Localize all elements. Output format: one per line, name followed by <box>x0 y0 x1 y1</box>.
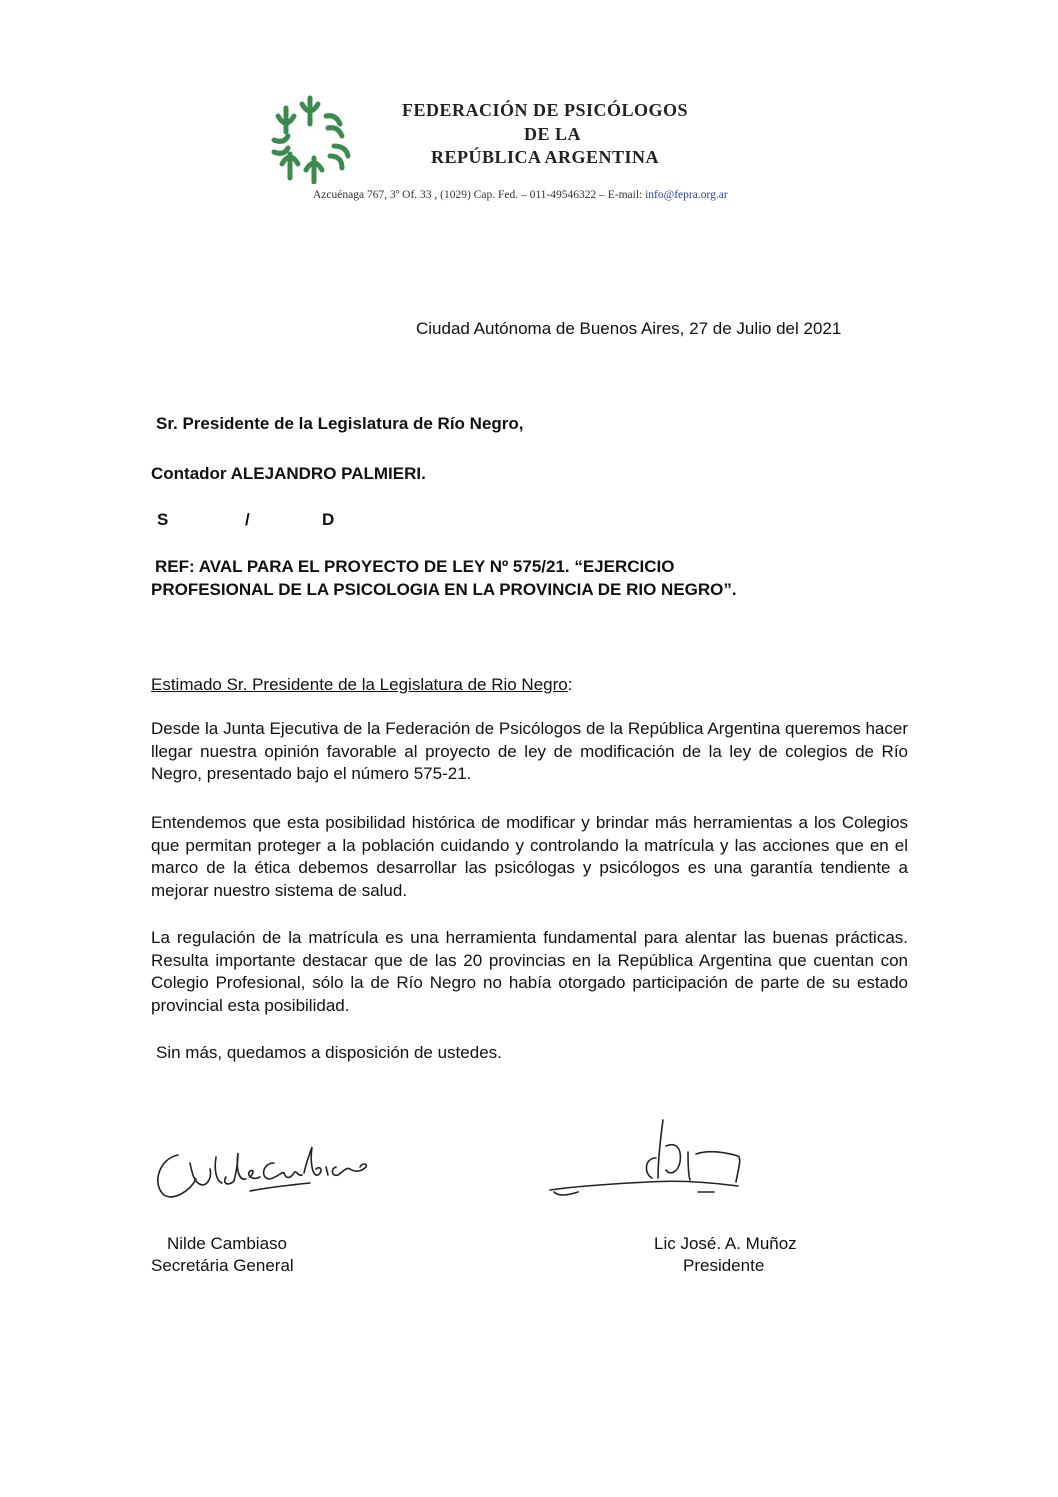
letterhead-address <box>313 189 728 201</box>
signature-munoz-icon <box>548 1112 778 1207</box>
body-paragraph-2: Entendemos que esta posibilidad histórica de modificar y brindar más herramientas a los Colegios que permitan proteger a la población cuidando y controlando la matrícula y las acciones que en el marco de la ética debemos desarrollar las psicólogas y psicólogos es una garantía tendiente a mejorar nuestro sistema de salud. <box>151 813 908 900</box>
signatory-2-name: Lic José. A. Muñoz <box>654 1234 797 1253</box>
reference-line1: REF: AVAL PARA EL PROYECTO DE LEY Nº 575/21. “EJERCICIO <box>155 557 675 576</box>
salutation-colon: : <box>567 675 573 694</box>
sd-slash: / <box>245 510 250 529</box>
signatory-1-name: Nilde Cambiaso <box>167 1234 287 1253</box>
sd-s: S <box>157 510 169 529</box>
recipient-line2: Contador ALEJANDRO PALMIERI. <box>151 464 426 483</box>
signatory-2-role: Presidente <box>683 1256 765 1275</box>
org-name-line1: FEDERACIÓN DE PSICÓLOGOS <box>402 100 689 120</box>
recipient-line1: Sr. Presidente de la Legislatura de Río Negro, <box>156 414 524 433</box>
reference-line2: PROFESIONAL DE LA PSICOLOGIA EN LA PROVINCIA DE RIO NEGRO”. <box>151 580 737 599</box>
email-link[interactable]: info@fepra.org.ar <box>645 189 728 201</box>
closing-line: Sin más, quedamos a disposición de ustedes. <box>156 1043 502 1062</box>
signature-cambiaso-icon <box>150 1133 380 1213</box>
address-text: Azcuénaga 767, 3º Of. 33 , (1029) Cap. Fed. – 011-49546322 – E-mail: <box>313 189 646 201</box>
date-line: Ciudad Autónoma de Buenos Aires, 27 de Julio del 2021 <box>416 319 842 338</box>
signatory-1-role: Secretária General <box>151 1256 294 1275</box>
org-name-line3: REPÚBLICA ARGENTINA <box>431 147 660 167</box>
salutation <box>151 674 572 697</box>
body-paragraph-3: La regulación de la matrícula es una herramienta fundamental para alentar las buenas prácticas. Resulta importante destacar que de las 20 provincias en la República Argentina que cuentan con Colegio Profesional, sólo la de Río Negro no había otorgado participación de parte de su estado provincial esta posibilidad. <box>151 928 908 1015</box>
body-paragraph-1: Desde la Junta Ejecutiva de la Federación de Psicólogos de la República Argentina queremos hacer llegar nuestra opinión favorable al proyecto de ley de modificación de la ley de colegios de Río Negro, presentado bajo el número 575-21. <box>151 719 908 783</box>
org-name-line2: DE LA <box>524 124 582 144</box>
sd-d: D <box>322 510 335 529</box>
salutation-text: Estimado Sr. Presidente de la Legislatura de Rio Negro <box>151 675 568 694</box>
psi-symbols-logo-icon <box>268 94 358 184</box>
